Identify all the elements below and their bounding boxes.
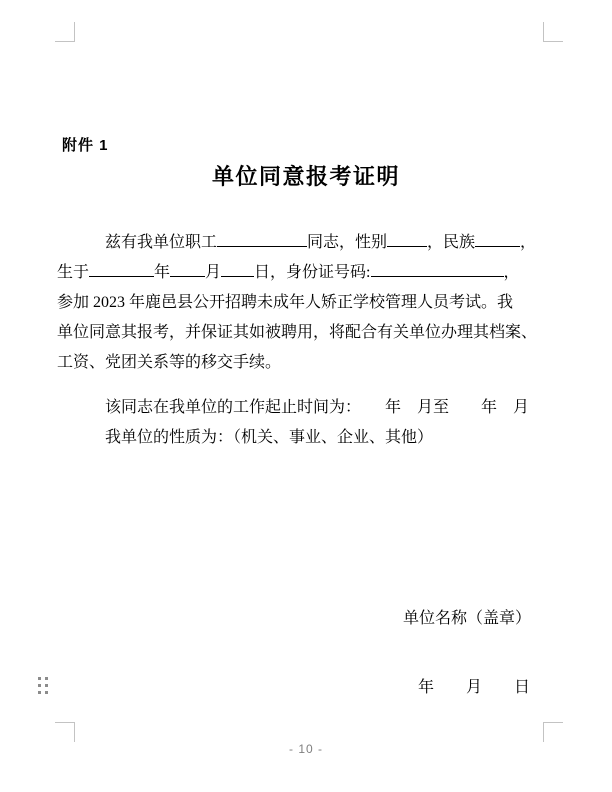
handle-dots-icon	[38, 677, 48, 694]
fill-in-blank	[170, 274, 205, 277]
body-text-segment: ，	[503, 264, 520, 281]
fill-in-blank	[371, 274, 504, 277]
body-line	[57, 228, 557, 258]
fill-in-blank	[387, 244, 427, 247]
body-line	[57, 258, 557, 288]
body-text-segment: 同志，性别	[307, 234, 388, 251]
body-line	[57, 393, 557, 423]
crop-mark-top-right-icon	[543, 22, 563, 42]
body-text-segment: 该同志在我单位的工作起止时间为： 年 月至 年 月	[105, 399, 530, 416]
page-number: - 10 -	[288, 742, 323, 756]
page-title: 单位同意报考证明	[211, 164, 400, 189]
crop-mark-top-left-icon	[55, 22, 75, 42]
date-label: 年 月 日	[418, 679, 531, 696]
body-line	[57, 348, 557, 378]
body-text-block	[57, 228, 557, 453]
body-text-segment: 生于	[57, 264, 90, 281]
fill-in-blank	[475, 244, 520, 247]
body-line	[57, 288, 557, 318]
attachment-label: 附件 1	[62, 137, 109, 154]
body-text-segment: 兹有我单位职工	[105, 234, 218, 251]
body-text-segment: 日，身份证号码:	[254, 264, 371, 281]
body-text-segment: 参加 2023 年鹿邑县公开招聘未成年人矫正学校管理人员考试。我	[57, 294, 514, 311]
unit-seal-label: 单位名称（盖章）	[403, 610, 532, 627]
crop-mark-bottom-left-icon	[55, 722, 75, 742]
crop-mark-bottom-right-icon	[543, 722, 563, 742]
body-text-segment: 工资、党团关系等的移交手续。	[57, 354, 282, 371]
body-line	[57, 318, 557, 348]
fill-in-blank	[221, 274, 254, 277]
body-text-segment: 我单位的性质为：（机关、事业、企业、其他）	[105, 429, 434, 446]
body-text-segment: 年	[154, 264, 171, 281]
fill-in-blank	[89, 274, 154, 277]
body-text-segment: ，	[520, 234, 537, 251]
body-text-segment: 月	[205, 264, 222, 281]
body-text-segment: 单位同意其报考，并保证其如被聘用，将配合有关单位办理其档案、	[57, 324, 538, 341]
body-line	[57, 423, 557, 453]
fill-in-blank	[217, 244, 307, 247]
body-text-segment: ，民族	[427, 234, 476, 251]
